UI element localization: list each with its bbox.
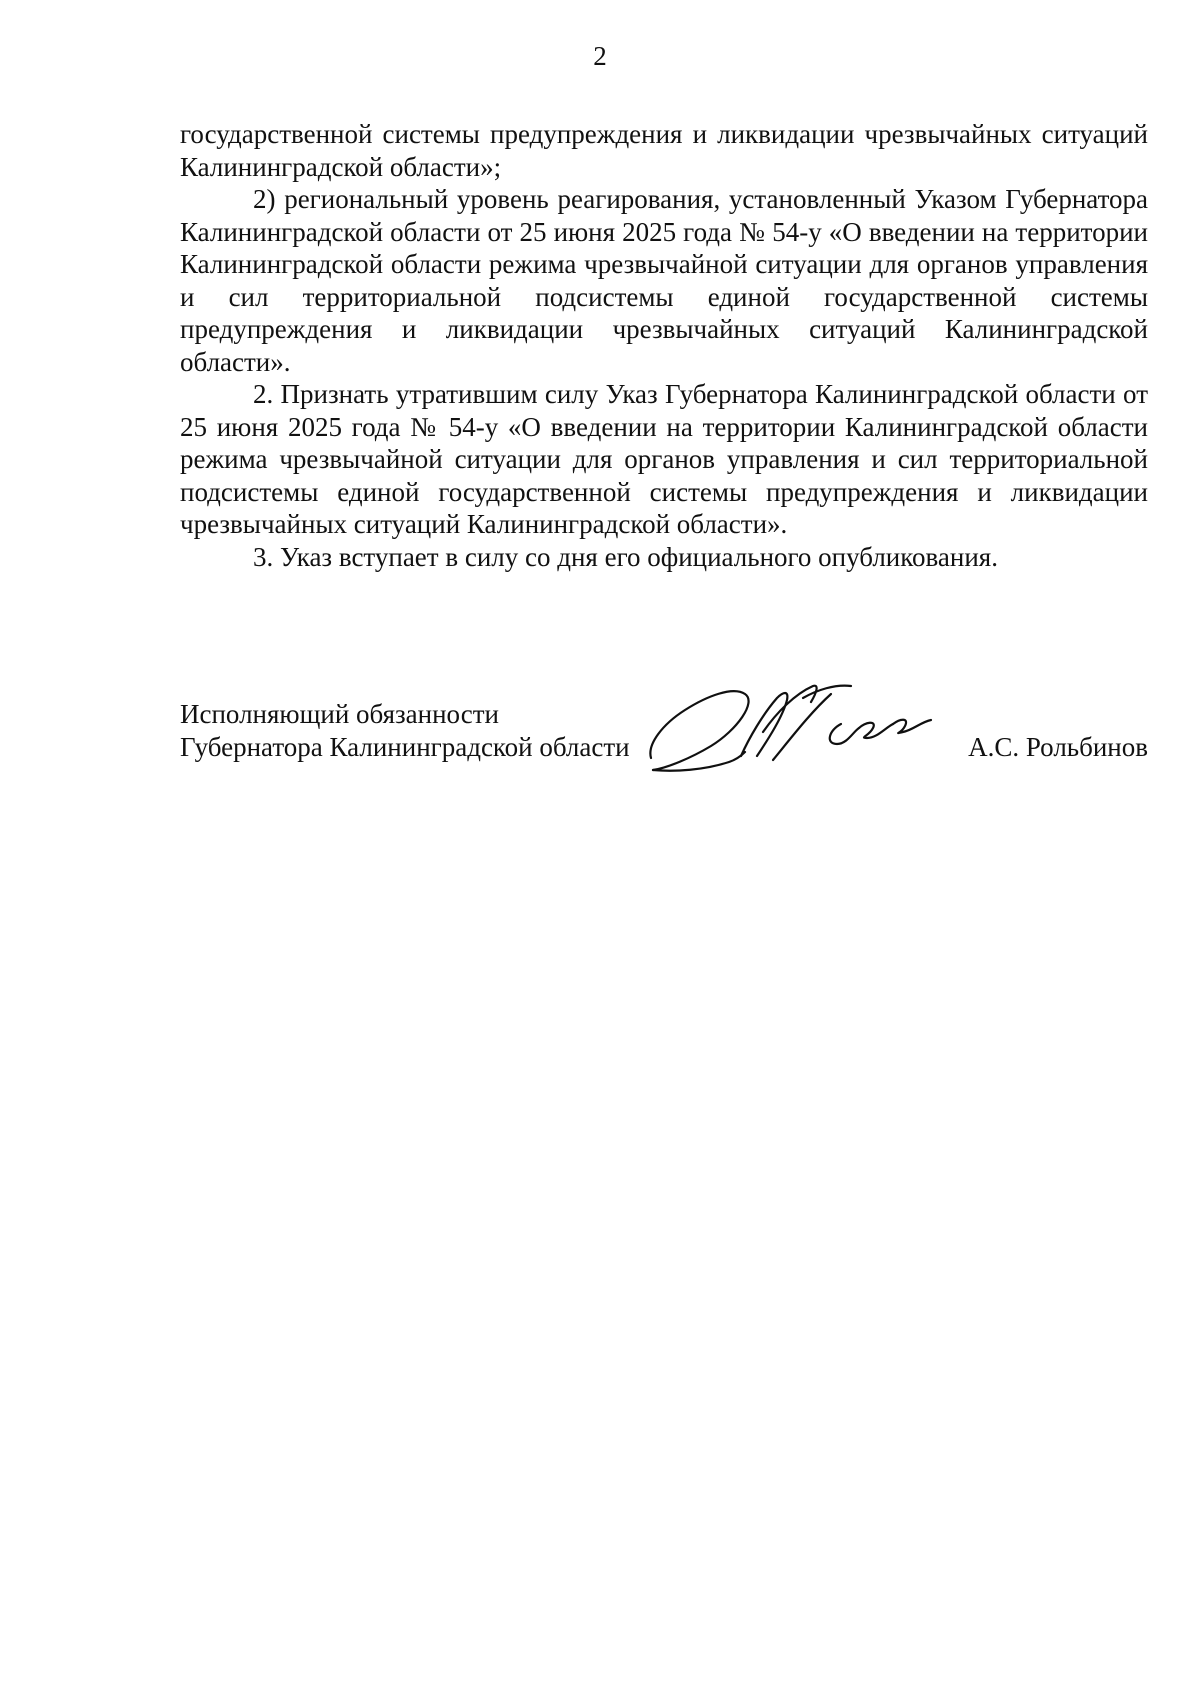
signer-position-line2: Губернатора Калининградской области [180, 732, 630, 762]
decree-body [180, 118, 1148, 573]
paragraph-entry-into-force: 3. Указ вступает в силу со дня его официального опубликования. [253, 541, 998, 572]
handwritten-signature [645, 672, 940, 778]
paragraph-repeal: 2. Признать утратившим силу Указ Губернатора Калининградской области от 25 июня 2025 года № 54-у «О введении на территории Калининградской области режима чрезвычайной ситуации для органов управления и сил территориальной подсистемы единой государственной системы предупреждения и ликвидации чрезвычайных ситуаций Калининградской области». [180, 379, 1148, 539]
signer-position-line1: Исполняющий обязанности [180, 699, 499, 729]
page-number: 2 [593, 41, 607, 71]
signer-position [180, 698, 630, 764]
paragraph-response-level: 2) региональный уровень реагирования, установленный Указом Губернатора Калининградской области от 25 июня 2025 года № 54-у «О введении на территории Калининградской области режима чрезвычайной ситуации для органов управления и сил территориальной подсистемы единой государственной системы предупреждения и ликвидации чрезвычайных ситуаций Калининградской области». [180, 184, 1148, 377]
signer-name: А.С. Рольбинов [968, 732, 1148, 762]
paragraph-continuation: государственной системы предупреждения и ликвидации чрезвычайных ситуаций Калининградской области»; [180, 119, 1148, 182]
